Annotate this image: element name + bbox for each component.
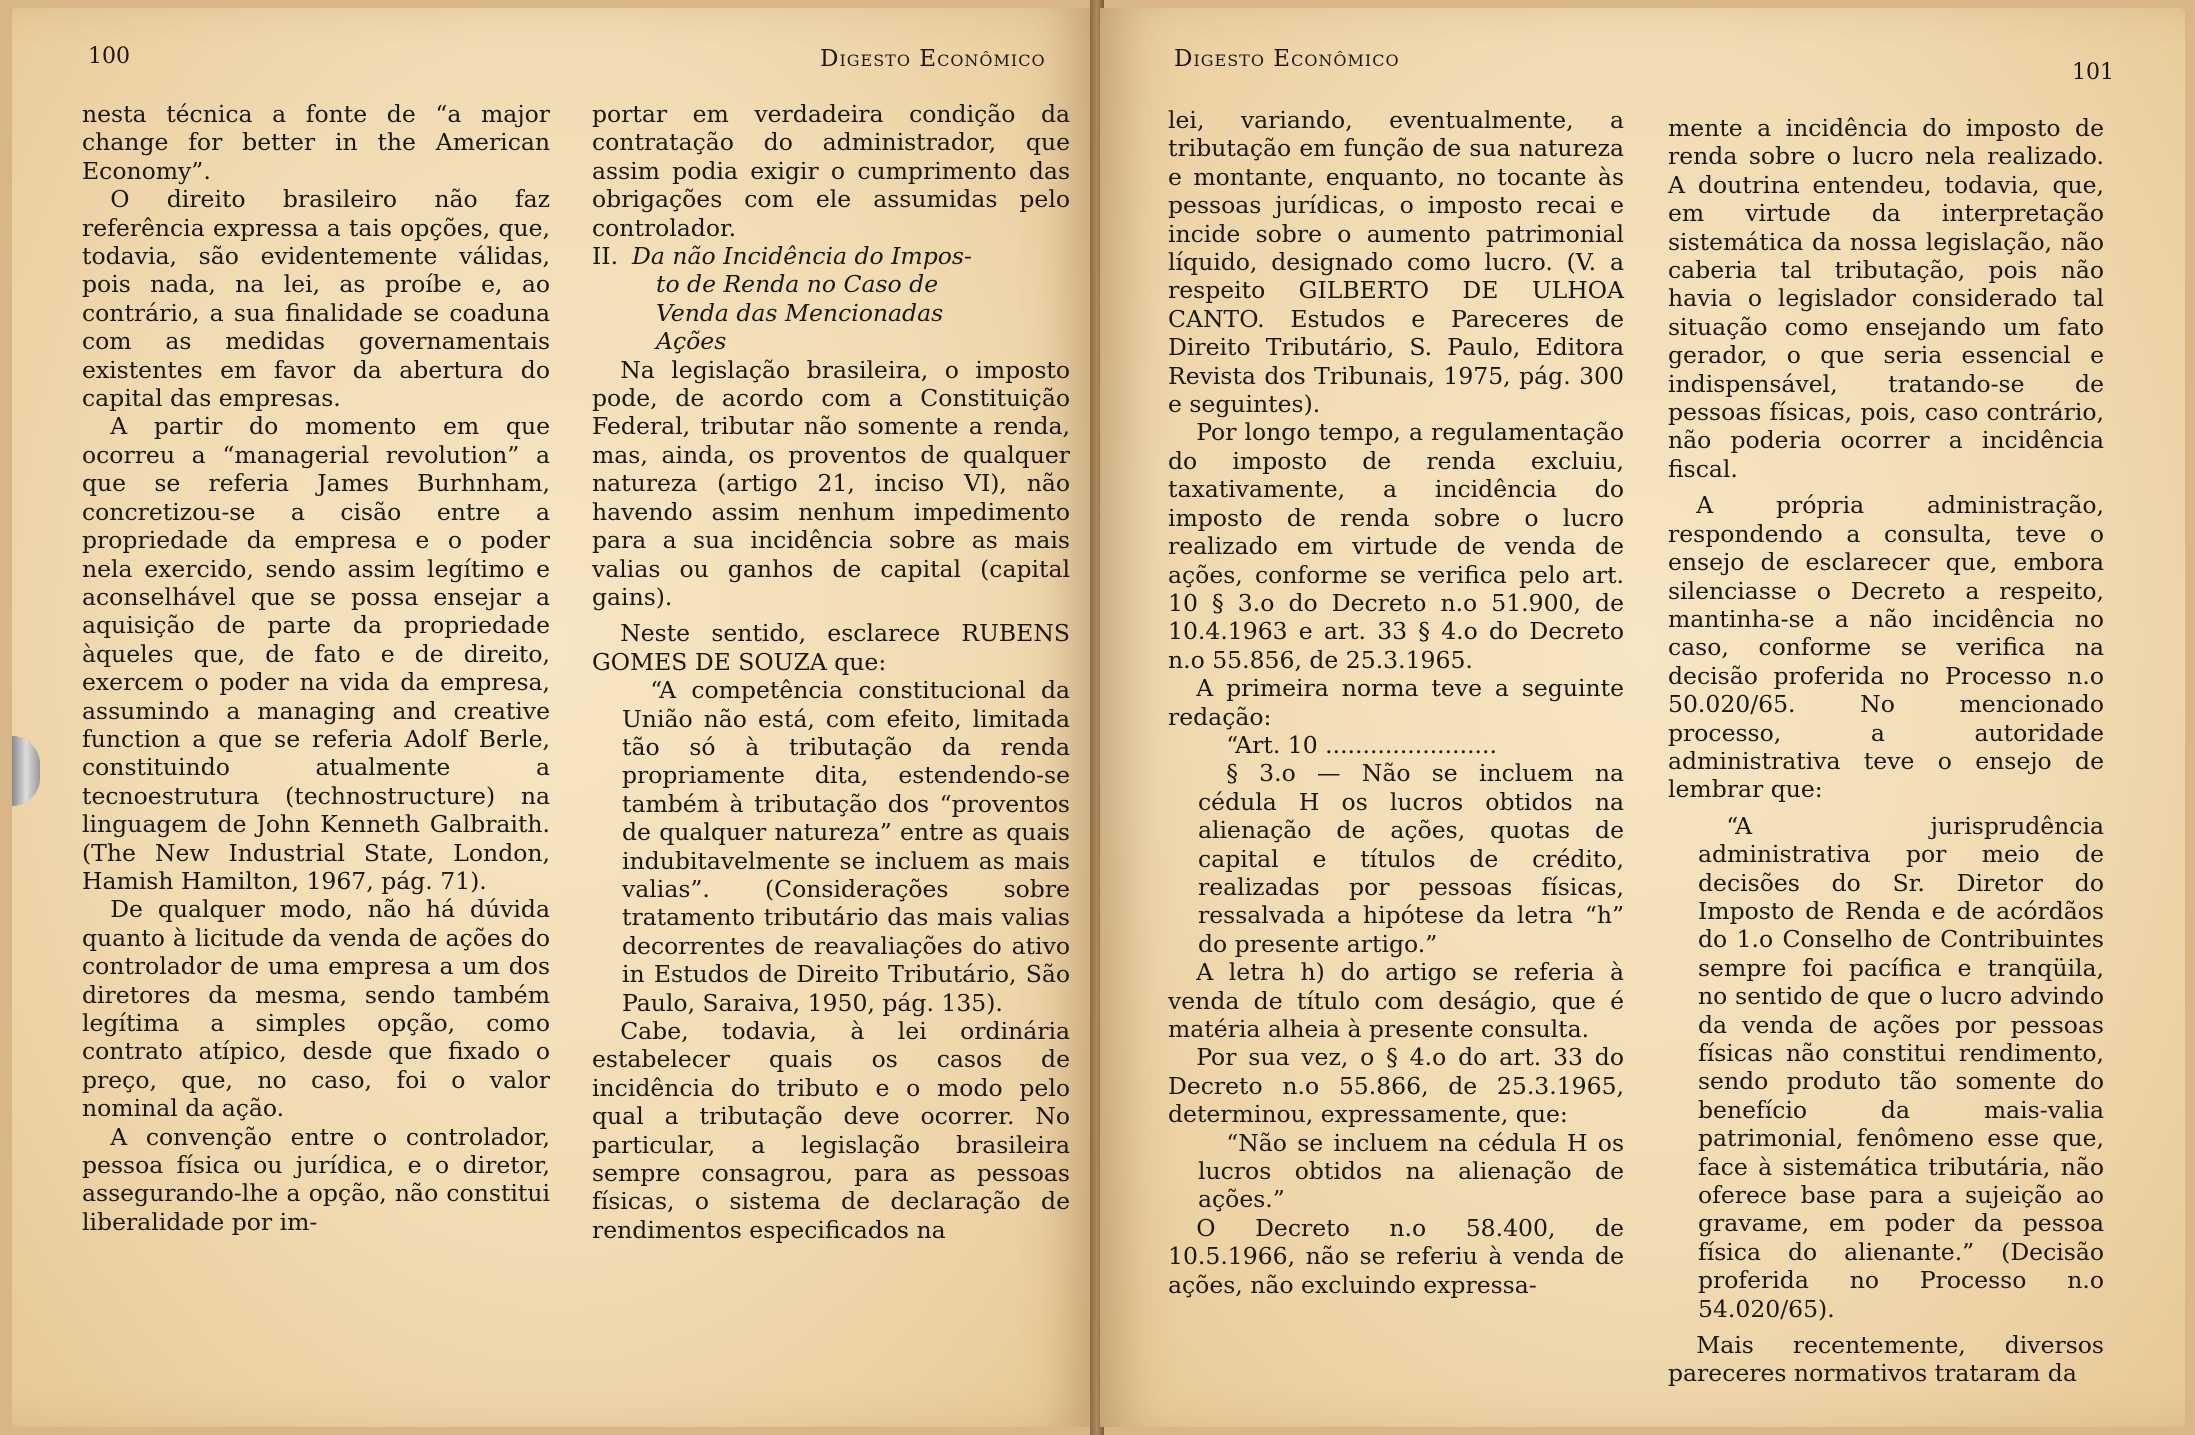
article-line: “Art. 10 ....................... — [1226, 730, 1497, 759]
page-number-right: 101 — [2072, 60, 2114, 85]
paragraph: Cabe, todavia, à lei ordinária estabelecer quais os casos de incidência do tributo e o modo pelo qual a tributação deve ocorrer. No particular, a legislação brasileira sempre consagrou, para as pessoas físicas, o sistema de declaração de rendimentos especificados na — [592, 1017, 1070, 1244]
paragraph: Neste sentido, esclarece RUBENS GOMES DE SOUZA que: — [592, 619, 1070, 676]
article-paragraph: § 3.o — Não se incluem na cédula H os lucros obtidos na alienação de ações, quotas de capital e títulos de crédito, realizadas por pessoas físicas, ressalvada a hipótese da letra “h” do presente artigo.” — [1198, 759, 1624, 958]
paragraph: Por longo tempo, a regulamentação do imposto de renda excluiu, taxativamente, a incidência do imposto de renda sobre o lucro realizado em virtude de venda de ações, conforme se verifica pelo art. 10 § 3.o do Decreto n.o 51.900, de 10.4.1963 e art. 33 § 4.o do Decreto n.o 55.856, de 25.3.1965. — [1168, 418, 1624, 674]
left-page — [12, 8, 1094, 1427]
running-head-right: Digesto Econômico — [1174, 46, 1400, 72]
section-heading — [592, 242, 1070, 270]
paragraph: Mais recentemente, diversos pareceres normativos trataram da — [1668, 1331, 2104, 1388]
paragraph: lei, variando, eventualmente, a tributação em função de sua natureza e montante, enquanto, no tocante às pessoas jurídicas, o imposto recai e incide sobre o aumento patrimonial líquido, designado como lucro. (V. a respeito GILBERTO DE ULHOA CANTO. Estudos e Pareceres de Direito Tributário, S. Paulo, Editora Revista dos Tribunais, 1975, pág. 300 e seguintes). — [1168, 106, 1624, 419]
paragraph: O direito brasileiro não faz referência expressa a tais opções, que, todavia, são evidentemente válidas, pois nada, na lei, as proíbe e, ao contrário, a sua finalidade se coaduna com as medidas governamentais existentes em favor da abertura do capital das empresas. — [82, 185, 550, 413]
paragraph: A primeira norma teve a seguinte redação: — [1168, 674, 1624, 731]
paragraph: A partir do momento em que ocorreu a “managerial revolution” a que se referia James Burhnham, concretizou-se a cisão entre a propriedade da empresa e o poder nela exercido, sendo assim legítimo e aconselhável que se possa ensejar a aquisição de parte da propriedade àqueles que, de fato e de direito, exercem o poder na vida da empresa, assumindo a managing and creative function a que se referia Adolf Berle, constituindo atualmente a tecnoestrutura (technostructure) na linguagem de John Kenneth Galbraith. (The New Industrial State, London, Hamish Hamilton, 1967, pág. 71). — [82, 412, 550, 895]
paragraph: mente a incidência do imposto de renda sobre o lucro nela realizado. A doutrina entendeu, todavia, que, em virtude da interpretação sistemática da nossa legislação, não caberia tal tributação, pois não havia o legislador considerado tal situação como ensejando um fato gerador, o que seria essencial e indispensável, tratando-se de pessoas físicas, pois, caso contrário, não poderia ocorrer a incidência fiscal. — [1668, 114, 2104, 483]
paragraph: O Decreto n.o 58.400, de 10.5.1966, não se referiu à venda de ações, não excluindo expressa- — [1168, 1213, 1624, 1299]
paragraph: A própria administração, respondendo a consulta, teve o ensejo de esclarecer que, embora silenciasse o Decreto a respeito, mantinha-se a não incidência no caso, conforme se verifica na decisão proferida no Processo n.o 50.020/65. No mencionado processo, a autoridade administrativa teve o ensejo de lembrar que: — [1668, 491, 2104, 804]
section-heading-line: to de Renda no Caso de — [656, 270, 939, 299]
paragraph: Na legislação brasileira, o imposto pode, de acordo com a Constituição Federal, tributar não somente a renda, mas, ainda, os proventos de qualquer natureza (artigo 21, inciso VI), não havendo assim nenhum impedimento para a sua incidência sobre as mais valias ou ganhos de capital (capital gains). — [592, 355, 1070, 611]
coin-edge — [12, 736, 40, 806]
section-heading-line: Ações — [656, 327, 727, 356]
section-number: II. — [592, 242, 619, 271]
page-number-left: 100 — [88, 44, 130, 69]
left-column-2 — [592, 100, 1070, 1244]
block-quote: “A competência constitucional da União não está, com efeito, limitada tão só à tributação da renda propriamente dita, estendendo-se também à tributação dos “proventos de qualquer natureza” entre as quais indubitavelmente se incluem as mais valias”. (Considerações sobre tratamento tributário das mais valias decorrentes de reavaliações do ativo in Estudos de Direito Tributário, São Paulo, Saraiva, 1950, pág. 135). — [622, 676, 1070, 1017]
section-heading-line: Da não Incidência do Impos- — [632, 242, 972, 271]
left-column-1 — [82, 100, 550, 1236]
right-column-2 — [1668, 114, 2104, 1388]
right-page — [1100, 8, 2185, 1427]
section-heading-line: Venda das Mencionadas — [656, 298, 944, 327]
running-head-left: Digesto Econômico — [820, 46, 1046, 72]
paragraph: Por sua vez, o § 4.o do art. 33 do Decreto n.o 55.866, de 25.3.1965, determinou, expressamente, que: — [1168, 1043, 1624, 1129]
paragraph: A convenção entre o controlador, pessoa física ou jurídica, e o diretor, assegurando-lhe a opção, não constitui liberalidade por im- — [82, 1122, 550, 1236]
paragraph: portar em verdadeira condição da contratação do administrador, que assim podia exigir o cumprimento das obrigações com ele assumidas pelo controlador. — [592, 100, 1070, 242]
paragraph: nesta técnica a fonte de “a major change for better in the American Economy”. — [82, 100, 550, 185]
block-quote: “Não se incluem na cédula H os lucros obtidos na alienação de ações.” — [1198, 1128, 1624, 1214]
paragraph: A letra h) do artigo se referia à venda de título com deságio, que é matéria alheia à presente consulta. — [1168, 958, 1624, 1043]
paragraph: De qualquer modo, não há dúvida quanto à licitude da venda de ações do controlador de uma empresa a um dos diretores da mesma, sendo também legítima a simples opção, como contrato atípico, desde que fixado o preço, que, no caso, foi o valor nominal da ação. — [82, 895, 550, 1123]
right-column-1 — [1168, 106, 1624, 1299]
block-quote: “A jurisprudência administrativa por meio de decisões do Sr. Diretor do Imposto de Renda e de acórdãos do 1.o Conselho de Contribuintes sempre foi pacífica e tranqüila, no sentido de que o lucro advindo da venda de ações por pessoas físicas não constitui rendimento, sendo produto tão somente do benefício da mais-valia patrimonial, fenômeno esse que, face à sistemática tributária, não oferece base para a sujeição ao gravame, em poder da pessoa física do alienante.” (Decisão proferida no Processo n.o 54.020/65). — [1698, 811, 2104, 1323]
